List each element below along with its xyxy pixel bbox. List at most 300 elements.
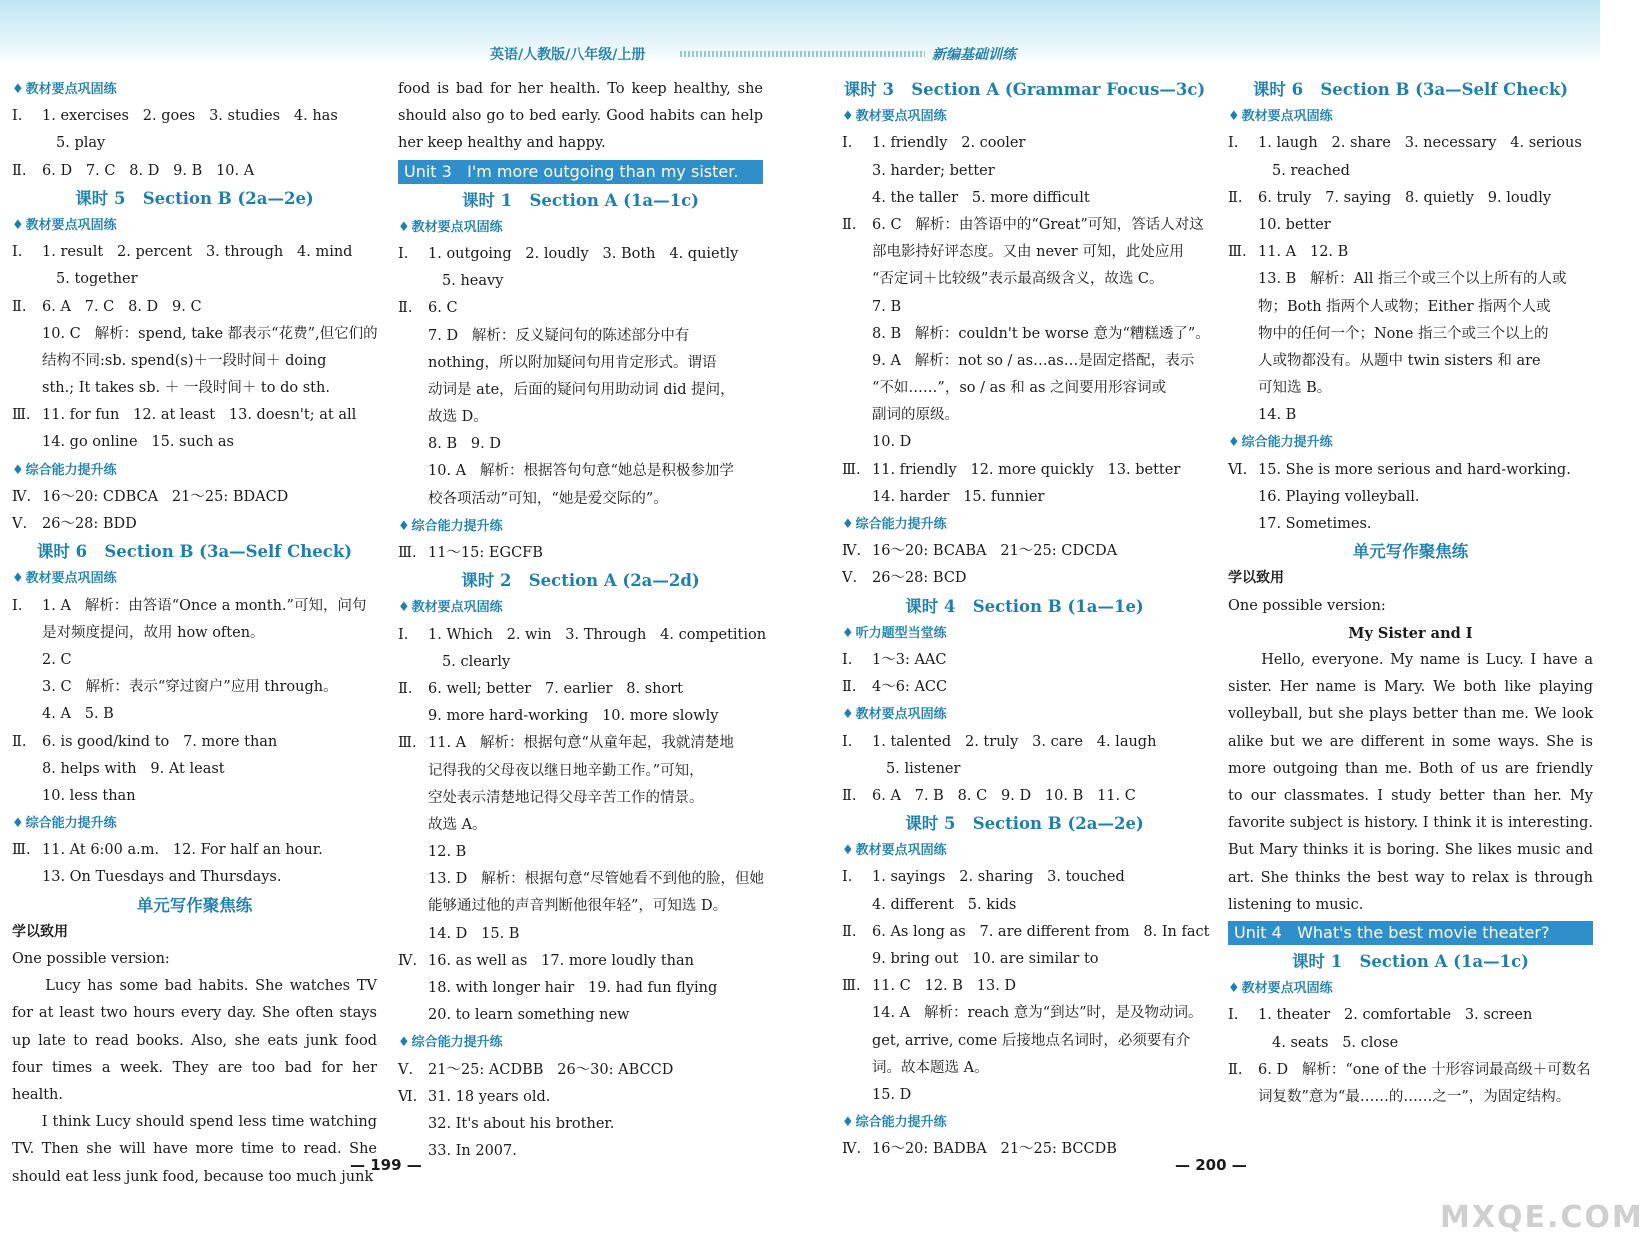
line-text: 15. She is more serious and hard-working. [1258,461,1571,478]
answer-line [12,348,377,375]
line-text: 5. clearly [442,653,511,670]
line-text: 13. On Tuesdays and Thursdays. [42,869,282,886]
answer-line [398,622,767,649]
page-number-left: — 199 — [350,1156,422,1174]
answer-line [1228,375,1593,402]
line-text: 11. A 解析：根据句意“从童年起，我就清楚地 [428,735,734,752]
line-text: 教材要点巩固练 [411,600,503,616]
line-text: 校各项活动”可知，“她是爱交际的”。 [428,490,668,507]
answer-line [398,948,763,975]
line-text: food is bad for her health. To keep healthy, she should also go to bed early. Good habits can help her keep healthy and happy. [398,81,763,152]
line-text: 3. harder; better [872,162,995,179]
line-text: 6. truly 7. saying 8. quietly 9. loudly [1258,189,1552,206]
answer-line [12,103,377,130]
answer-line [12,783,377,810]
line-text: 学以致用 [12,923,68,940]
lesson-heading [12,185,377,212]
line-text: 1～3: AAC [872,651,947,668]
answer-line [842,674,1207,701]
essay-paragraph [398,76,763,158]
answer-line [1228,457,1593,484]
section-label [398,214,763,241]
line-text: 1. exercises 2. goes 3. studies 4. has [42,108,338,125]
line-text: 综合能力提升练 [25,462,117,478]
answer-line [398,350,763,377]
line-text: 词。故本题选 A。 [872,1059,989,1076]
line-text: 21～25: ACDBB 26～30: ABCCD [428,1061,674,1078]
question-group-label: Ⅰ. [842,869,853,886]
section-label [842,620,1207,647]
answer-line [12,756,377,783]
question-group-label: Ⅴ. [398,1061,414,1078]
answer-line [842,647,1207,674]
line-text: 1. result 2. percent 3. through 4. mind [42,244,353,261]
question-group-label: Ⅱ. [842,679,857,696]
line-text: 课时 1 Section A (1a—1c) [1292,951,1529,971]
answer-line [12,429,377,456]
line-text: 副词的原级。 [872,407,959,424]
line-text: 课时 2 Section A (2a—2d) [461,571,700,591]
line-text: 16～20: BADBA 21～25: BCCDB [872,1141,1117,1158]
subheading [1228,565,1593,592]
answer-line [12,511,377,538]
answer-line [1228,1084,1593,1111]
answer-line [842,1055,1207,1082]
line-text: 2. C [42,651,72,668]
lesson-heading [842,76,1207,103]
answer-line [398,893,763,920]
answer-line [1228,266,1593,293]
answer-line [12,239,377,266]
line-text: 1. outgoing 2. loudly 3. Both 4. quietly [428,245,739,262]
answer-line [12,158,377,185]
line-text: 17. Sometimes. [1258,516,1372,532]
lesson-heading [12,892,377,919]
answer-line [12,294,377,321]
answer-line [842,185,1207,212]
lesson-heading [12,538,377,565]
question-group-label: Ⅱ. [842,923,857,940]
answer-line [842,1000,1207,1027]
answer-line [1228,1002,1593,1029]
answer-line [842,783,1207,810]
line-text: 12. B [428,844,467,861]
line-text: 6. D 解析：“one of the 十形容词最高级＋可数名 [1258,1061,1591,1078]
section-label [12,76,377,103]
answer-line [842,239,1207,266]
line-text: 11～15: EGCFB [428,545,543,562]
answer-line [842,1082,1207,1109]
answer-line [842,864,1207,891]
answer-line [398,730,763,757]
answer-line [1228,1030,1593,1057]
question-group-label: Ⅰ. [842,733,853,750]
line-text: 部电影持好评态度。又由 never 可知，此处应用 [872,244,1184,261]
column-2 [398,76,767,1165]
line-text: 16～20: BCABA 21～25: CDCDA [872,543,1118,560]
line-text: 词复数”意为“最……的……之一”，为固定结构。 [1258,1088,1571,1105]
line-text: 13. D 解析：根据句意“尽管她看不到他的脸，但她 [428,871,765,888]
answer-line [398,1057,763,1084]
answer-line [398,676,763,703]
line-text: 物中的任何一个；None 指三个或三个以上的 [1258,325,1549,342]
answer-line [1228,511,1593,538]
answer-line [842,130,1207,157]
question-group-label: Ⅱ. [12,162,27,179]
line-text: 结构不同:sb. spend(s)＋一段时间＋ doing [42,352,327,369]
question-group-label: Ⅲ. [842,461,861,478]
answer-line [12,321,377,348]
section-label [1228,975,1593,1002]
question-group-label: Ⅰ. [398,245,409,262]
answer-line [12,674,377,701]
answer-line [1228,1057,1593,1084]
line-text: 综合能力提升练 [411,518,503,534]
line-text: 6. D 7. C 8. D 9. B 10. A [42,162,255,179]
line-text: Lucy has some bad habits. She watches TV for at least two hours every day. She often stays up late to read books. Also, she eats junk food four times a week. They are too bad for her health. [12,978,377,1103]
line-text: 课时 6 Section B (3a—Self Check) [1252,80,1569,99]
column-1 [12,76,377,1191]
answer-line [398,649,763,676]
answer-line [842,973,1207,1000]
section-label [842,511,1207,538]
line-text: One possible version: [12,951,170,967]
line-text: 11. At 6:00 a.m. 12. For half an hour. [42,842,323,859]
line-text: 14. A 解析：reach 意为“到达”时，是及物动词。 [872,1005,1203,1022]
line-text: 16. Playing volleyball. [1258,488,1420,505]
line-text: 6. well; better 7. earlier 8. short [428,680,683,697]
line-text: 11. friendly 12. more quickly 13. better [872,461,1181,478]
line-text: 16～20: CDBCA 21～25: BDACD [42,488,289,505]
answer-line [842,402,1207,429]
line-text: 14. harder 15. funnier [872,488,1045,505]
essay-paragraph [12,973,377,1109]
line-text: 教材要点巩固练 [855,843,947,859]
line-text: 10. A 解析：根据答句句意“她总是积极参加学 [428,463,734,480]
question-group-label: Ⅱ. [398,300,413,317]
line-text: 综合能力提升练 [1241,435,1333,451]
answer-line [12,647,377,674]
essay-paragraph [12,1109,377,1191]
question-group-label: Ⅱ. [842,787,857,804]
answer-line [1228,239,1593,266]
answer-line [12,729,377,756]
line-text: 综合能力提升练 [855,517,947,532]
line-text: 记得我的父母夜以继日地辛勤工作。”可知， [428,762,704,779]
answer-line [12,864,377,891]
answer-line [1228,294,1593,321]
line-text: 20. to learn something new [428,1007,630,1024]
line-text: 课时 5 Section B (2a—2e) [75,188,314,208]
line-text: 6. A 7. C 8. D 9. C [42,298,202,315]
question-group-label: Ⅰ. [1228,1007,1239,1024]
line-text: 6. C 解析：由答语中的“Great”可知，答话人对这 [872,216,1204,233]
column-4 [1228,76,1593,1111]
answer-line [842,348,1207,375]
line-text: 听力题型当堂练 [855,625,947,641]
line-text: 13. B 解析：All 指三个或三个以上所有的人或 [1258,271,1567,288]
question-group-label: Ⅱ. [398,680,413,697]
lesson-heading [1228,948,1593,975]
answer-line [12,946,377,973]
question-group-label: Ⅰ. [1228,135,1239,152]
lesson-heading [842,810,1207,837]
line-text: 10. C 解析：spend, take 都表示“花费”,但它们的 [42,325,378,342]
line-text: 11. for fun 12. at least 13. doesn't; at all [42,407,357,424]
answer-line [398,486,763,513]
line-text: 课时 1 Section A (1a—1c) [462,190,699,210]
answer-line [1228,212,1593,239]
answer-line [842,212,1207,239]
answer-line [398,241,763,268]
line-text: 1. sayings 2. sharing 3. touched [872,869,1125,886]
line-text: 3. C 解析：表示“穿过窗户”应用 through。 [42,679,338,696]
line-text: sth.; It takes sb. ＋ 一段时间＋ to do sth. [42,380,330,397]
page-number-right: — 200 — [1175,1156,1247,1174]
answer-line [398,323,763,350]
line-text: 10. less than [42,787,136,804]
lesson-heading [398,567,763,594]
line-text: 7. D 解析：反义疑问句的陈述部分中有 [428,327,690,344]
line-text: 综合能力提升练 [25,816,117,832]
question-group-label: Ⅲ. [842,978,861,995]
line-text: 教材要点巩固练 [855,707,947,723]
question-group-label: Ⅰ. [12,108,23,125]
header-dotted-line [680,51,925,57]
line-text: 26～28: BCD [872,570,967,587]
answer-line [842,484,1207,511]
line-text: 1. laugh 2. share 3. necessary 4. serious [1258,135,1582,152]
answer-line [842,946,1207,973]
answer-line [1228,402,1593,429]
answer-line [12,484,377,511]
question-group-label: Ⅳ. [12,488,32,505]
question-group-label: Ⅱ. [842,216,857,233]
question-group-label: Ⅰ. [842,651,853,668]
section-label [842,701,1207,728]
answer-line [398,540,763,567]
question-group-label: Ⅰ. [842,135,853,152]
line-text: 6. C [428,300,458,317]
line-text: 1. A 解析：由答语“Once a month.”可知，问句 [42,597,367,614]
line-text: 15. D [872,1086,912,1103]
line-text: 1. talented 2. truly 3. care 4. laugh [872,733,1157,750]
line-text: 6. A 7. B 8. C 9. D 10. B 11. C [872,787,1136,804]
line-text: 4. the taller 5. more difficult [872,189,1090,206]
answer-line [398,975,763,1002]
line-text: 课时 3 Section A (Grammar Focus—3c) [843,80,1206,99]
answer-line [842,429,1207,456]
section-label [398,1029,763,1056]
line-text: 教材要点巩固练 [1241,981,1333,997]
line-text: 教材要点巩固练 [1241,109,1333,125]
answer-line [842,1028,1207,1055]
answer-line [842,756,1207,783]
line-text: 7. B [872,298,902,315]
watermark: MXQE.COM [1440,1200,1644,1235]
question-group-label: Ⅱ. [12,733,27,750]
answer-line [398,431,763,458]
lesson-heading [1228,76,1593,103]
line-text: 6. is good/kind to 7. more than [42,733,278,750]
line-text: 26～28: BDD [42,516,137,532]
answer-line [12,701,377,728]
line-text: 31. 18 years old. [428,1088,551,1105]
question-group-label: Ⅰ. [398,626,409,643]
lesson-heading [842,593,1207,620]
line-text: 5. listener [886,760,961,777]
line-text: 5. together [56,271,138,288]
unit-banner [398,160,763,184]
subheading [12,919,377,946]
section-label [12,810,377,837]
answer-line [398,703,763,730]
essay-title [1228,620,1593,647]
line-text: 8. helps with 9. At least [42,760,225,777]
answer-line [842,294,1207,321]
line-text: 教材要点巩固练 [25,217,117,233]
line-text: 故选 D。 [428,409,488,426]
line-text: get, arrive, come 后接地点名词时，必须要有介 [872,1032,1191,1049]
line-text: “不如……”，so / as 和 as 之间要用形容词或 [872,380,1167,397]
line-text: 14. B [1258,407,1297,424]
line-text: 人或物都没有。从题中 twin sisters 和 are [1258,352,1541,369]
answer-line [398,404,763,431]
answer-line [398,458,763,485]
line-text: 8. B 9. D [428,436,501,453]
answer-line [398,785,763,812]
answer-line [842,1136,1207,1163]
line-text: 14. D 15. B [428,925,520,942]
answer-line [842,892,1207,919]
line-text: “否定词＋比较级”表示最高级含义，故选 C。 [872,271,1164,288]
question-group-label: Ⅲ. [12,407,31,424]
line-text: 32. It's about his brother. [428,1115,615,1132]
lesson-heading [1228,538,1593,565]
answer-line [398,268,763,295]
question-group-label: Ⅱ. [1228,189,1243,206]
question-group-label: Ⅵ. [1228,461,1248,478]
question-group-label: Ⅳ. [842,543,862,560]
answer-line [398,295,763,322]
answer-line [1228,484,1593,511]
line-text: 5. reached [1272,162,1350,179]
question-group-label: Ⅵ. [398,1088,418,1105]
line-text: Unit 4 What's the best movie theater? [1234,922,1550,942]
line-text: 课时 4 Section B (1a—1e) [905,596,1144,616]
answer-line [12,375,377,402]
line-text: 11. A 12. B [1258,244,1349,261]
line-text: One possible version: [1228,597,1386,614]
line-text: 1. theater 2. comfortable 3. screen [1258,1007,1533,1024]
answer-line [1228,130,1593,157]
answer-line [12,620,377,647]
question-group-label: Ⅲ. [398,545,417,562]
line-text: 6. As long as 7. are different from 8. In fact [872,923,1210,940]
line-text: 9. more hard-working 10. more slowly [428,708,719,725]
header-series-name: 新编基础训练 [932,47,1016,63]
line-text: 物；Both 指两个人或物；Either 指两个人或 [1258,298,1551,315]
line-text: 综合能力提升练 [855,1115,947,1131]
column-3 [842,76,1210,1164]
essay-paragraph [1228,647,1593,919]
answer-line [398,839,763,866]
section-label [842,1109,1207,1136]
question-group-label: Ⅳ. [842,1141,862,1158]
section-label [1228,429,1593,456]
answer-line [398,1002,763,1029]
line-text: Unit 3 I'm more outgoing than my sister. [404,161,739,181]
lesson-heading [398,187,763,214]
line-text: 8. B 解析：couldn't be worse 意为“糟糕透了”。 [872,325,1210,342]
question-group-label: Ⅱ. [12,298,27,315]
answer-line [842,375,1207,402]
line-text: 是对频度提问，故用 how often。 [42,624,265,641]
line-text: 4. seats 5. close [1272,1034,1399,1051]
line-text: 10. better [1258,216,1331,233]
answer-line [12,130,377,157]
line-text: 4. A 5. B [42,706,114,723]
answer-line [398,758,763,785]
line-text: My Sister and I [1348,624,1473,642]
line-text: 教材要点巩固练 [25,571,117,587]
answer-line [1228,593,1593,620]
answer-line [842,729,1207,756]
answer-line [842,565,1207,592]
answer-line [842,538,1207,565]
line-text: I think Lucy should spend less time watching TV. Then she will have more time to read. She should eat less junk food, because too much junk [12,1114,377,1185]
line-text: 1. Which 2. win 3. Through 4. competition [428,626,767,643]
line-text: 故选 A。 [428,816,487,833]
answer-line [12,402,377,429]
section-label [398,594,763,621]
line-text: 课时 6 Section B (3a—Self Check) [36,542,353,562]
line-text: Hello, everyone. My name is Lucy. I have a sister. Her name is Mary. We both like playing volleyball, but she plays better than me. We look alike but we are different in some ways. She is more outgoing than me. Both of us are friendly to our classmates. I study better than her. My favorite subject is history. I think it is interesting. But Mary thinks it is boring. She likes music and art. She thinks the best way to relax is through listening to music. [1228,651,1593,913]
section-label [842,103,1207,130]
answer-line [842,158,1207,185]
section-label [1228,103,1593,130]
section-label [12,457,377,484]
line-text: 单元写作聚焦练 [1352,542,1469,562]
question-group-label: Ⅱ. [1228,1061,1243,1078]
answer-line [1228,158,1593,185]
line-text: 单元写作聚焦练 [136,895,253,915]
answer-line [398,866,763,893]
line-text: 1. friendly 2. cooler [872,135,1026,152]
section-label [842,837,1207,864]
section-label [12,565,377,592]
header-book-info: 英语/人教版/八年级/上册 [490,47,646,63]
answer-line [842,266,1207,293]
line-text: nothing，所以附加疑问句用肯定形式。谓语 [428,354,717,371]
section-label [398,513,763,540]
line-text: 4～6: ACC [872,679,948,696]
line-text: 5. heavy [442,273,504,290]
question-group-label: Ⅲ. [1228,244,1247,261]
answer-line [398,1111,763,1138]
answer-line [1228,185,1593,212]
line-text: 学以致用 [1228,570,1284,587]
question-group-label: Ⅴ. [12,516,28,532]
line-text: 空处表示清楚地记得父母辛苦工作的情景。 [428,789,704,806]
answer-line [1228,348,1593,375]
answer-line [842,321,1210,348]
line-text: 教材要点巩固练 [411,219,503,235]
answer-line [398,1084,763,1111]
line-text: 11. C 12. B 13. D [872,978,1017,995]
line-text: 动词是 ate，后面的疑问句用助动词 did 提问， [428,381,735,398]
question-group-label: Ⅴ. [842,570,858,587]
